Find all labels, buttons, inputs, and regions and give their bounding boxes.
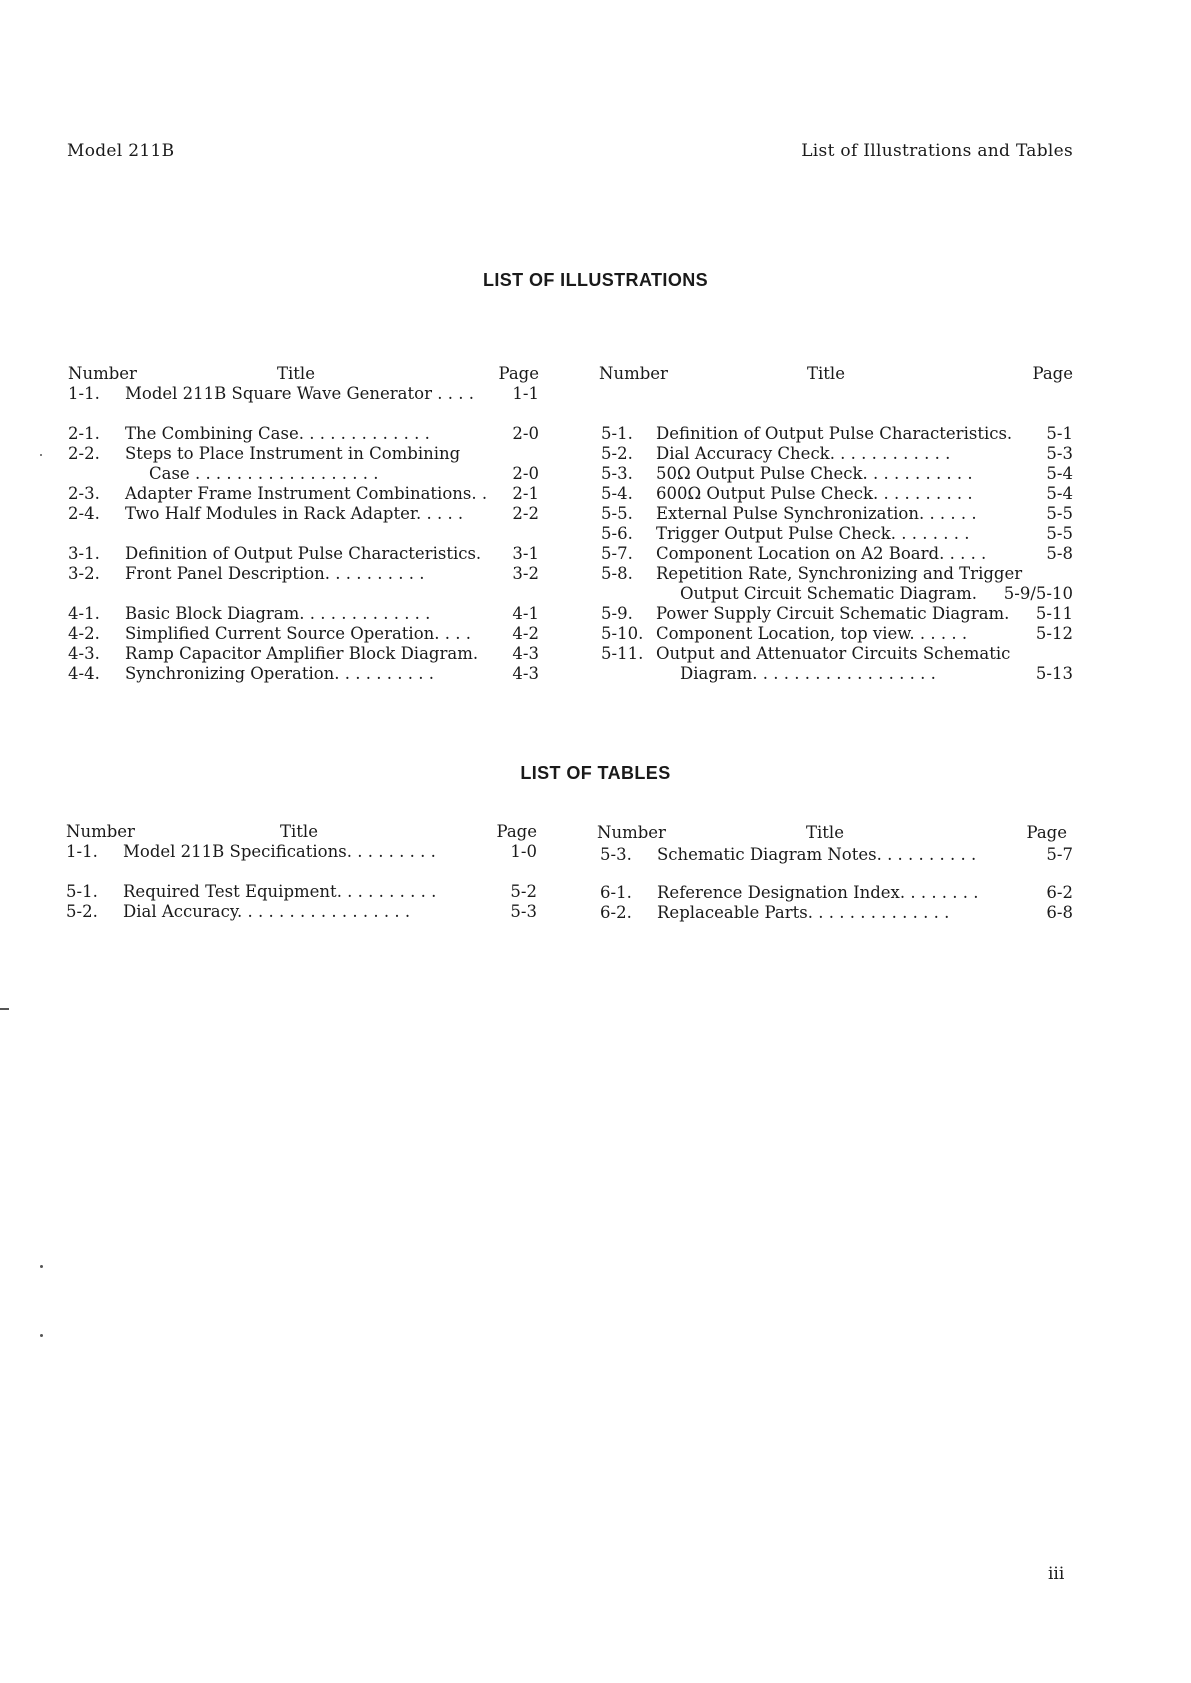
item-page: 5-11 [1032,604,1073,624]
item-number: 5-1. [66,882,98,901]
item-title: Component Location on A2 Board. . . . . [656,544,987,563]
list-item [599,444,1073,464]
item-title: Adapter Frame Instrument Combinations. . [125,484,488,503]
list-item [599,424,1073,444]
item-page: 6-2 [1042,883,1073,903]
item-page: 5-1 [1042,424,1073,444]
item-page: 5-4 [1042,484,1073,504]
column-header-page: Page [1026,823,1067,842]
item-page: 5-4 [1042,464,1073,484]
item-number: 6-2. [600,903,632,922]
item-page: 5-8 [1042,544,1073,564]
list-item-continuation [68,464,539,484]
header-section-title: List of Illustrations and Tables [801,141,1073,161]
item-page: 5-3 [1042,444,1073,464]
list-item [599,544,1073,564]
item-page: 6-8 [1042,903,1073,923]
item-page: 5-12 [1032,624,1073,644]
list-item [68,484,539,504]
item-number: 6-1. [600,883,632,902]
item-number: 5-7. [601,544,633,563]
list-item [599,484,1073,504]
item-number: 1-1. [66,842,98,861]
item-title: Model 211B Specifications. . . . . . . . . [123,842,436,861]
column-header [599,364,1073,384]
column-header-page: Page [496,822,537,841]
illustrations-title: LIST OF ILLUSTRATIONS [482,270,709,290]
column-header-number: Number [597,823,666,842]
item-number: 1-1. [68,384,100,403]
illustrations-right-column [599,364,1073,684]
item-page: 2-1 [508,484,539,504]
list-item [68,564,539,584]
item-page: 4-3 [508,664,539,684]
item-number: 5-6. [601,524,633,543]
item-number: 5-8. [601,564,633,583]
item-number: 3-1. [68,544,100,563]
item-page: 5-7 [1042,845,1073,865]
column-header-page: Page [498,364,539,383]
item-number: 4-3. [68,644,100,663]
list-item [68,544,539,564]
item-title: The Combining Case. . . . . . . . . . . . . [125,424,430,443]
item-page: 5-13 [1032,664,1073,684]
column-header-title: Title [806,823,844,842]
list-item [68,444,539,464]
illustrations-left-column [68,364,539,684]
list-item [68,604,539,624]
item-number: 5-3. [601,464,633,483]
list-item [66,842,537,862]
list-item [68,504,539,524]
item-number: 5-11. [601,644,644,663]
list-item [68,664,539,684]
column-header [66,822,537,842]
scan-artifact-dot [40,454,42,456]
item-title: Dial Accuracy Check. . . . . . . . . . . . [656,444,951,463]
tables-title: LIST OF TABLES [520,763,671,783]
item-page: 5-5 [1042,524,1073,544]
item-page: 3-1 [508,544,539,564]
item-number: 2-2. [68,444,100,463]
list-item [68,424,539,444]
item-title-continued: Case . . . . . . . . . . . . . . . . . . [149,464,379,483]
list-item [599,564,1073,584]
list-item [597,883,1073,903]
item-title: Component Location, top view. . . . . . [656,624,968,643]
column-header-number: Number [599,364,668,383]
item-title: Steps to Place Instrument in Combining [125,444,461,463]
list-item [597,845,1073,865]
item-number: 2-1. [68,424,100,443]
item-page: 5-5 [1042,504,1073,524]
item-title: Replaceable Parts. . . . . . . . . . . . . . [657,903,950,922]
item-title-continued: Diagram. . . . . . . . . . . . . . . . . . [680,664,936,683]
item-page: 2-0 [508,424,539,444]
list-item [68,384,539,404]
column-header [68,364,539,384]
item-number: 3-2. [68,564,100,583]
item-title: Output and Attenuator Circuits Schematic [656,644,1011,663]
list-item-continuation [599,664,1073,684]
column-header-title: Title [807,364,845,383]
item-page: 5-2 [506,882,537,902]
item-number: 4-4. [68,664,100,683]
item-number: 4-2. [68,624,100,643]
item-page: 4-3 [508,644,539,664]
header-model: Model 211B [67,141,175,161]
item-number: 2-4. [68,504,100,523]
column-header-number: Number [68,364,137,383]
tables-left-column [66,822,537,922]
item-page: 4-2 [508,624,539,644]
item-title: Repetition Rate, Synchronizing and Trigger [656,564,1023,583]
item-page: 5-3 [506,902,537,922]
item-title: Trigger Output Pulse Check. . . . . . . . [656,524,970,543]
column-header-title: Title [280,822,318,841]
list-item [599,524,1073,544]
scan-artifact-dot [40,1265,43,1268]
item-number: 5-5. [601,504,633,523]
item-page: 5-9/5-10 [1000,584,1073,604]
list-item [68,624,539,644]
page-number: iii [1048,1564,1065,1584]
item-page: 1-1 [508,384,539,404]
item-page: 1-0 [506,842,537,862]
column-header [597,823,1073,843]
item-number: 5-2. [66,902,98,921]
item-title: Reference Designation Index. . . . . . . . [657,883,979,902]
column-header-number: Number [66,822,135,841]
list-item [68,644,539,664]
column-header-page: Page [1032,364,1073,383]
list-item [599,624,1073,644]
list-item [599,644,1073,664]
item-title: Definition of Output Pulse Characteristics. [125,544,482,563]
tables-right-column [597,823,1073,923]
item-page: 3-2 [508,564,539,584]
item-title: Two Half Modules in Rack Adapter. . . . . [125,504,464,523]
item-title: External Pulse Synchronization. . . . . . [656,504,977,523]
item-title: Model 211B Square Wave Generator . . . . [125,384,474,403]
item-number: 2-3. [68,484,100,503]
list-item [597,903,1073,923]
item-title: 50Ω Output Pulse Check. . . . . . . . . . . [656,464,973,483]
item-number: 5-2. [601,444,633,463]
item-number: 5-10. [601,624,644,643]
item-title: 600Ω Output Pulse Check. . . . . . . . . . [656,484,973,503]
item-page: 4-1 [508,604,539,624]
item-page: 2-0 [508,464,539,484]
item-title: Power Supply Circuit Schematic Diagram. [656,604,1010,623]
item-number: 5-4. [601,484,633,503]
item-number: 5-1. [601,424,633,443]
item-title: Definition of Output Pulse Characteristics. [656,424,1013,443]
item-title: Ramp Capacitor Amplifier Block Diagram. [125,644,479,663]
item-title: Schematic Diagram Notes. . . . . . . . . . [657,845,977,864]
list-item [599,504,1073,524]
list-item-continuation [599,584,1073,604]
item-title: Basic Block Diagram. . . . . . . . . . . . . [125,604,431,623]
item-title: Front Panel Description. . . . . . . . . . [125,564,425,583]
item-title: Required Test Equipment. . . . . . . . . . [123,882,437,901]
scan-artifact-mark [0,1008,9,1010]
list-item [599,604,1073,624]
scan-artifact-dot [40,1334,43,1337]
item-title: Dial Accuracy. . . . . . . . . . . . . . . . . [123,902,411,921]
column-header-title: Title [277,364,315,383]
item-page: 2-2 [508,504,539,524]
list-item [599,464,1073,484]
list-item [66,882,537,902]
item-number: 5-3. [600,845,632,864]
item-number: 5-9. [601,604,633,623]
item-number: 4-1. [68,604,100,623]
item-title: Synchronizing Operation. . . . . . . . . . [125,664,434,683]
item-title: Simplified Current Source Operation. . . . [125,624,471,643]
item-title-continued: Output Circuit Schematic Diagram. [680,584,977,603]
list-item [66,902,537,922]
